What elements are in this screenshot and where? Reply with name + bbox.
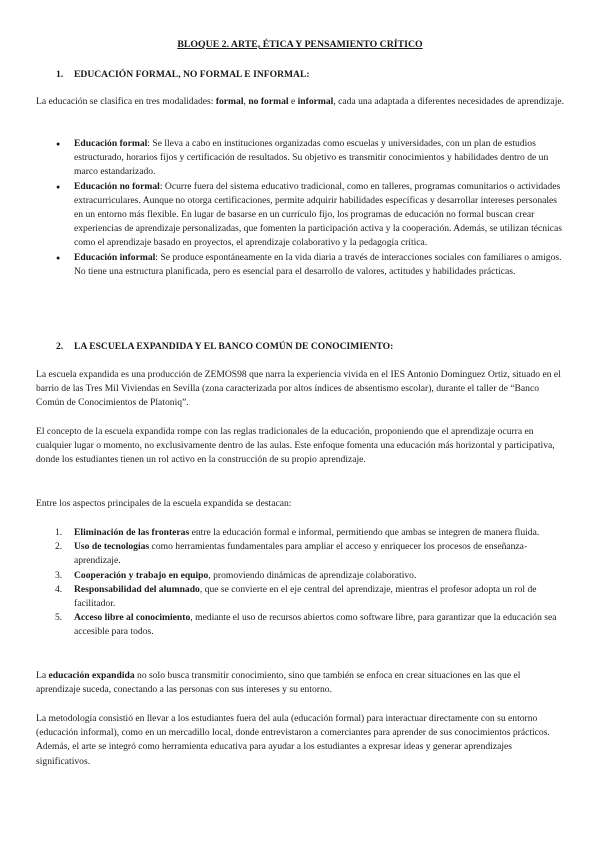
list-item-text: , mediante el uso de recursos abiertos como software libre, para garantizar que la educación sea accesible para todos. <box>74 612 557 638</box>
list-item-term: Educación formal <box>74 138 148 149</box>
list-item <box>36 540 566 568</box>
list-item-text: como herramientas fundamentales para ampliar el acceso y enriquecer los procesos de enseñanza-aprendizaje. <box>74 541 528 567</box>
list-item <box>36 526 566 540</box>
list-item-text: entre la educación formal e informal, permitiendo que ambas se integren de manera fluida. <box>189 527 540 538</box>
list-item <box>36 611 566 639</box>
section-1-heading <box>56 68 310 82</box>
section-2-paragraph-3: Entre los aspectos principales de la escuela expandida se destacan: <box>36 498 292 509</box>
section-2-heading <box>56 340 393 354</box>
list-number: 3. <box>55 569 63 581</box>
intro-sep: , <box>243 96 249 107</box>
page-title: BLOQUE 2. ARTE, ÉTICA Y PENSAMIENTO CRÍTICO <box>177 39 423 50</box>
list-item-text: , que se convierte en el eje central del aprendizaje, mientras el profesor adopta un rol de facilitador. <box>74 583 537 610</box>
list-item <box>36 583 566 611</box>
list-number: 5. <box>55 612 63 624</box>
list-item <box>36 251 566 279</box>
list-item <box>36 569 566 583</box>
list-item-text: , promoviendo dinámicas de aprendizaje colaborativo. <box>208 569 417 581</box>
section-1-heading-text: EDUCACIÓN FORMAL, NO FORMAL E INFORMAL: <box>74 69 310 80</box>
term-informal: informal <box>297 96 334 107</box>
paragraph-text: La <box>36 670 49 681</box>
list-number: 4. <box>55 583 63 595</box>
intro-text: , cada una adaptada a diferentes necesidades de aprendizaje. <box>333 96 565 107</box>
section-2-heading-text: LA ESCUELA EXPANDIDA Y EL BANCO COMÚN DE CONOCIMIENTO: <box>74 341 394 352</box>
list-item-text: : Ocurre fuera del sistema educativo tradicional, como en talleres, programas comunitarios o actividades extracurriculares. Aunque no otorga certificaciones, permite adquirir habilidades específicas y desarrollar intereses personales en un entorno más flexible. En lugar de basarse en un currículo fijo, los programas de educación no formal buscan crear experiencias de aprendizaje personalizadas, que fomenten la participación activa y la cooperación. Además, se utilizan técnicas como el aprendizaje basado en proyectos, el aprendizaje colaborativo y la pedagogía crítica. <box>74 180 562 249</box>
list-item-term: Acceso libre al conocimiento <box>74 612 191 624</box>
list-item <box>36 137 566 180</box>
section-2-number: 2. <box>56 341 64 352</box>
term-no-formal: no formal <box>248 96 289 107</box>
intro-text: La educación se clasifica en tres modalidades: <box>36 96 216 107</box>
section-1-intro <box>36 95 566 109</box>
list-item <box>36 180 566 251</box>
term-formal: formal <box>215 96 244 107</box>
list-item-text: : Se lleva a cabo en instituciones organizadas como escuelas y universidades, con un plan de estudios estructurado, horarios fijos y certificación de resultados. Su objetivo es transmitir conocimientos y habilidades dentro de un marco estandarizado. <box>74 138 549 178</box>
list-item-term: Uso de tecnologías <box>74 541 150 553</box>
list-item-term: Eliminación de las fronteras <box>74 527 190 538</box>
list-item-text: : Se produce espontáneamente en la vida diaria a través de interacciones sociales con familiares o amigos. No tiene una estructura planificada, pero es esencial para el desarrollo de valores, actitudes y habilidades prácticas. <box>74 251 562 277</box>
list-item-term: Cooperación y trabajo en equipo <box>74 569 209 581</box>
list-item-term: Responsabilidad del alumnado <box>74 583 200 595</box>
section-2-paragraph-1: La escuela expandida es una producción de ZEMOS98 que narra la experiencia vivida en el IES Antonio Domínguez Ortiz, situado en el barrio de las Tres Mil Viviendas en Sevilla (zona caracterizada por altos índices de absentismo escolar), durante el taller de “Banco Común de Conocimientos de Platoniq”. <box>36 369 561 409</box>
section-2-paragraph-2: El concepto de la escuela expandida rompe con las reglas tradicionales de la educación, proponiendo que el aprendizaje ocurra en cualquier lugar o momento, no exclusivamente dentro de las aulas. Este enfoque fomenta una educación más horizontal y participativa, donde los estudiantes tienen un rol activo en la construcción de su propio aprendizaje. <box>36 426 555 466</box>
section-2-paragraph-5: La metodología consistió en llevar a los estudiantes fuera del aula (educación formal) para interactuar directamente con su entorno (educación informal), como en un mercadillo local, donde entrevistaron a comerciantes para aprender de sus conocimientos prácticos. Además, el arte se integró como herramienta educativa para ayudar a los estudiantes a expresar ideas y generar aprendizajes significativos. <box>36 713 550 767</box>
list-number: 1. <box>55 527 63 538</box>
list-item-term: Educación no formal <box>74 180 160 192</box>
aspects-list <box>36 526 566 640</box>
section-1-number: 1. <box>56 69 64 80</box>
modalities-list <box>36 137 566 279</box>
list-number: 2. <box>55 541 63 553</box>
term-educacion-expandida: educación expandida <box>48 670 135 681</box>
paragraph-text: no solo busca transmitir conocimiento, sino que también se enfoca en crear situaciones en las que el aprendizaje suceda, conectando a las personas con sus intereses y su entorno. <box>36 670 521 696</box>
section-2-paragraph-4 <box>36 669 566 697</box>
intro-sep: e <box>288 96 298 107</box>
list-item-term: Educación informal <box>74 251 156 263</box>
